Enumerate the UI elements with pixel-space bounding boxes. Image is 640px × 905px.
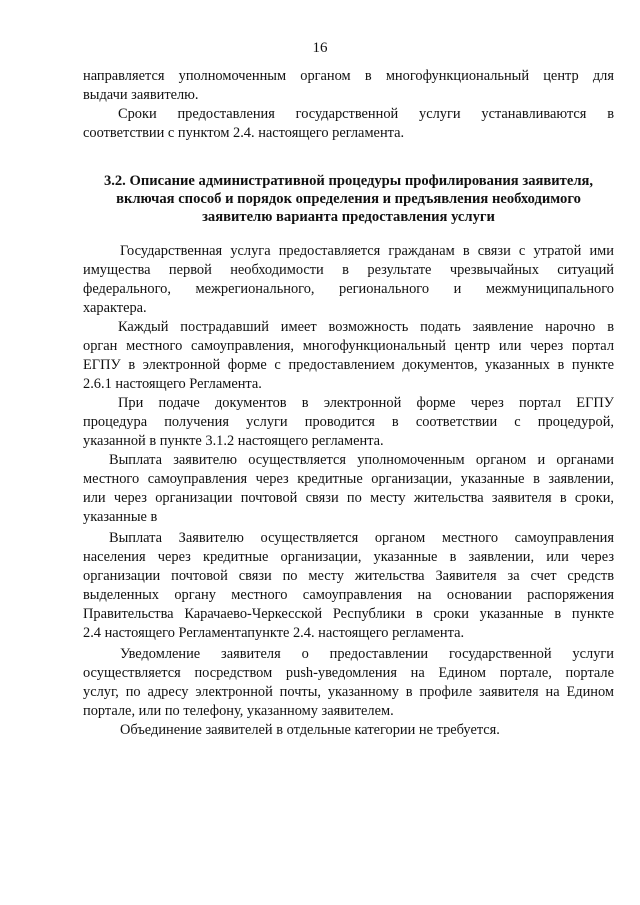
text-line: организации почтовой связи по месту жительства Заявителя за счет средств (83, 568, 614, 584)
text-line: услуг, по адресу электронной почты, указанному в профиле заявителя на Едином (83, 684, 614, 700)
text-line: осуществляется посредством push-уведомления на Едином портале, портале (83, 665, 614, 681)
section-heading-line: 3.2. Описание административной процедуры профилирования заявителя, (103, 173, 594, 189)
text-line: При подаче документов в электронной форме через портал ЕГПУ (118, 395, 614, 411)
text-line: 2.6.1 настоящего Регламента. (83, 376, 262, 392)
text-line: выдачи заявителю. (83, 87, 199, 103)
text-line: Сроки предоставления государственной услуги устанавливаются в (118, 106, 614, 122)
text-line: процедура получения услуги проводится в соответствии с процедурой, (83, 414, 614, 430)
page-number: 16 (312, 40, 328, 56)
text-line: Объединение заявителей в отдельные категории не требуется. (120, 722, 500, 738)
text-line: ЕГПУ в электронной форме с предоставлением документов, указанных в пункте (83, 357, 614, 373)
text-line: 2.4 настоящего Регламентапункте 2.4. настоящего регламента. (83, 625, 465, 641)
text-line: Правительства Карачаево-Черкесской Республики в сроки указанные в пункте (83, 606, 614, 622)
text-line: указанной в пункте 3.1.2 настоящего регламента. (83, 433, 384, 449)
text-line: Каждый пострадавший имеет возможность подать заявление нарочно в (118, 319, 614, 335)
text-line: Выплата Заявителю осуществляется органом местного самоуправления (109, 530, 614, 546)
text-line: федерального, межрегионального, регионального и межмуниципального (83, 281, 614, 297)
text-line: портале, или по телефону, указанному заявителем. (83, 703, 394, 719)
text-line: характера. (83, 300, 147, 316)
text-line: направляется уполномоченным органом в многофункциональный центр для (83, 68, 614, 84)
text-line: местного самоуправления через кредитные организации, указанные в заявлении, (83, 471, 614, 487)
text-line: Выплата заявителю осуществляется уполномоченным органом и органами (109, 452, 614, 468)
text-line: выделенных органу местного самоуправления на основании распоряжения (83, 587, 614, 603)
text-line: соответствии с пунктом 2.4. настоящего регламента. (83, 125, 405, 141)
section-heading-line: заявителю варианта предоставления услуги (202, 209, 495, 225)
section-heading-line: включая способ и порядок определения и предъявления необходимого (116, 191, 581, 207)
text-line: или через организации почтовой связи по месту жительства заявителя в сроки, (83, 490, 614, 506)
text-line: населения через кредитные организации, указанные в заявлении, или через (83, 549, 614, 565)
text-line: Государственная услуга предоставляется гражданам в связи с утратой ими (120, 243, 614, 259)
text-line: имущества первой необходимости в результате чрезвычайных ситуаций (83, 262, 614, 278)
text-line: Уведомление заявителя о предоставлении государственной услуги (120, 646, 614, 662)
text-line: орган местного самоуправления, многофункциональный центр или через портал (83, 338, 614, 354)
text-line: указанные в (83, 509, 158, 525)
